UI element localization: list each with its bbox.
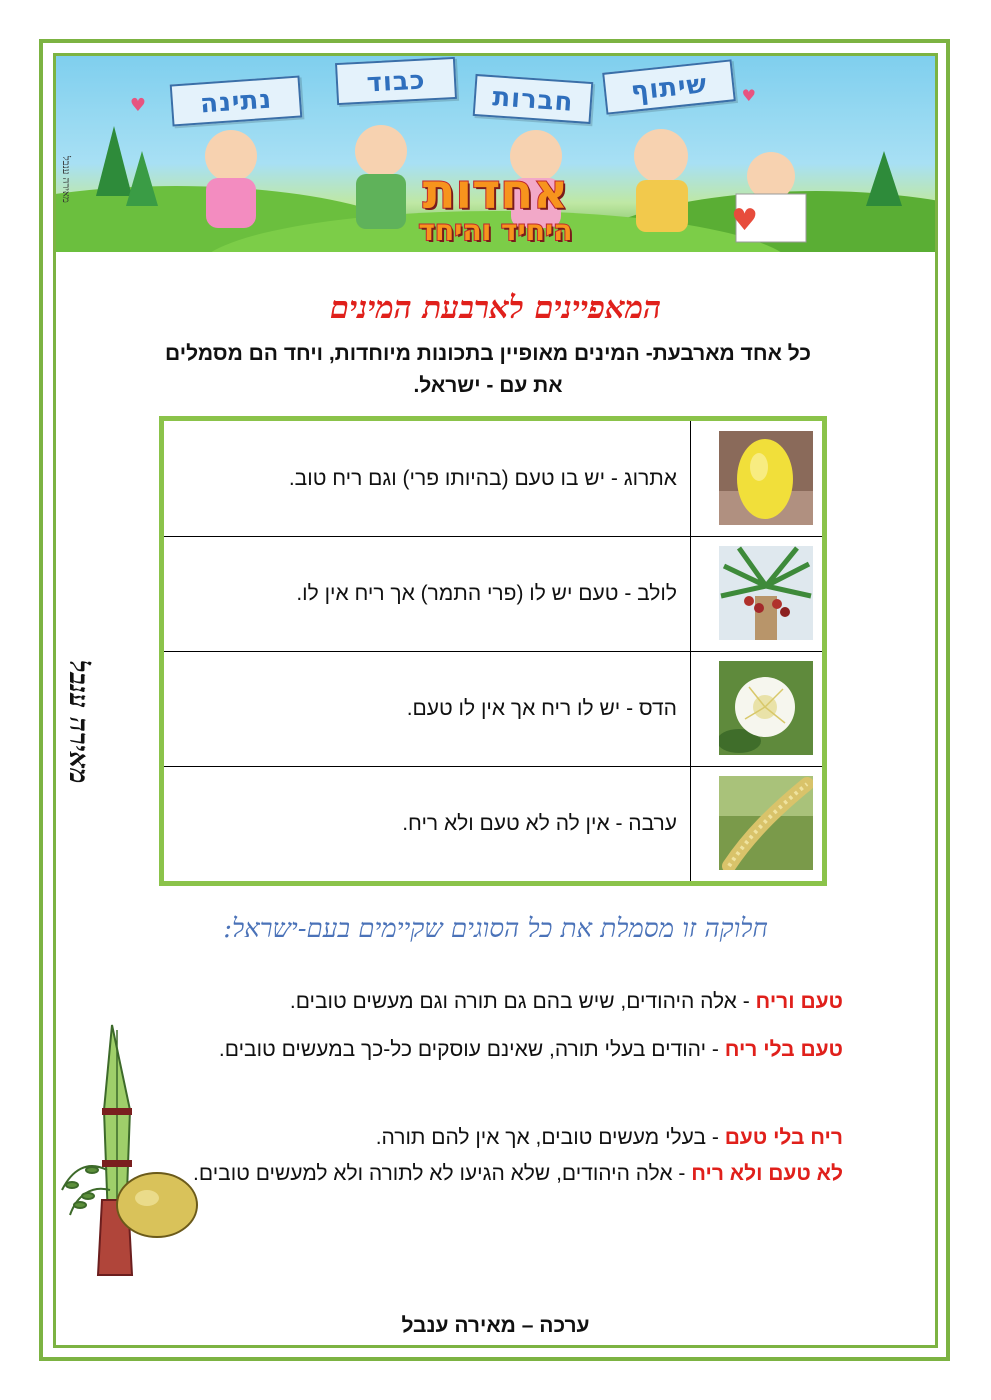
etrog-image [719, 431, 813, 525]
image-cell [690, 766, 822, 881]
category-label: טעם וריח [755, 990, 843, 1013]
myrtle-flower-image [719, 661, 813, 755]
category-text: - אלה היהודים, שיש בהם גם תורה וגם מעשים טובים. [289, 990, 756, 1013]
footer-credit: ערכה – מאירה ענבל [401, 1314, 590, 1337]
image-cell [690, 651, 822, 766]
division-title: חלוקה זו מסמלת את כל הסוגים שקיימים בעם-ישראל: [223, 914, 768, 944]
svg-text:♥: ♥ [129, 95, 146, 116]
lulav-etrog-illustration [52, 1020, 202, 1290]
category-label: טעם בלי ריח [724, 1038, 843, 1061]
species-description: לולב - טעם יש לו (פרי התמר) אך ריח אין לו. [296, 582, 677, 605]
unity-banner [56, 56, 935, 252]
table-row [164, 536, 822, 652]
category-item [143, 1156, 843, 1192]
banner-sign: נתינה [170, 76, 303, 127]
category-text: - בעלי מעשים טובים, אך אין להם תורה. [375, 1126, 725, 1149]
species-description: אתרוג - יש בו טעם (בהיותו פרי) וגם ריח טוב. [288, 467, 677, 490]
banner-title: אחדות [422, 164, 569, 220]
category-label: לא טעם ולא ריח [691, 1162, 843, 1185]
intro-text: כל אחד מארבעת- המינים מאופיין בתכונות מיוחדות, ויחד הם מסמלים את עם - ישראל. [165, 342, 811, 397]
table-row [164, 651, 822, 767]
side-signature: מאירה ענבל [63, 660, 93, 784]
image-cell [690, 536, 822, 651]
banner-sign: כבוד [335, 57, 457, 105]
table-row [164, 421, 822, 537]
banner-sign: שיתוף [602, 59, 736, 114]
category-item [143, 984, 843, 1020]
species-description: הדס - יש לו ריח אך אין לו טעם. [406, 697, 677, 720]
svg-text:♥: ♥ [741, 86, 756, 105]
page-title: המאפיינים לארבעת המינים [329, 290, 662, 326]
banner-subtitle: היחיד והיחד [418, 214, 573, 247]
banner-credit: מאירה ענבל [60, 156, 71, 203]
banner-sign: חברות [473, 74, 594, 124]
species-description: ערבה - אין לה לא טעם ולא ריח. [402, 812, 677, 835]
table-row [164, 766, 822, 881]
willow-image [719, 776, 813, 870]
category-item [143, 1120, 843, 1156]
category-text: - יהודים בעלי תורה, שאינם עוסקים כל-כך במעשים טובים. [218, 1038, 725, 1061]
category-label: ריח בלי טעם [724, 1126, 843, 1149]
category-text: - אלה היהודים, שלא הגיעו לא לתורה ולא למעשים טובים. [193, 1162, 692, 1185]
species-table [159, 416, 827, 886]
image-cell [690, 421, 822, 536]
category-item [143, 1032, 843, 1068]
palm-dates-image [719, 546, 813, 640]
svg-text:♥: ♥ [731, 203, 758, 238]
